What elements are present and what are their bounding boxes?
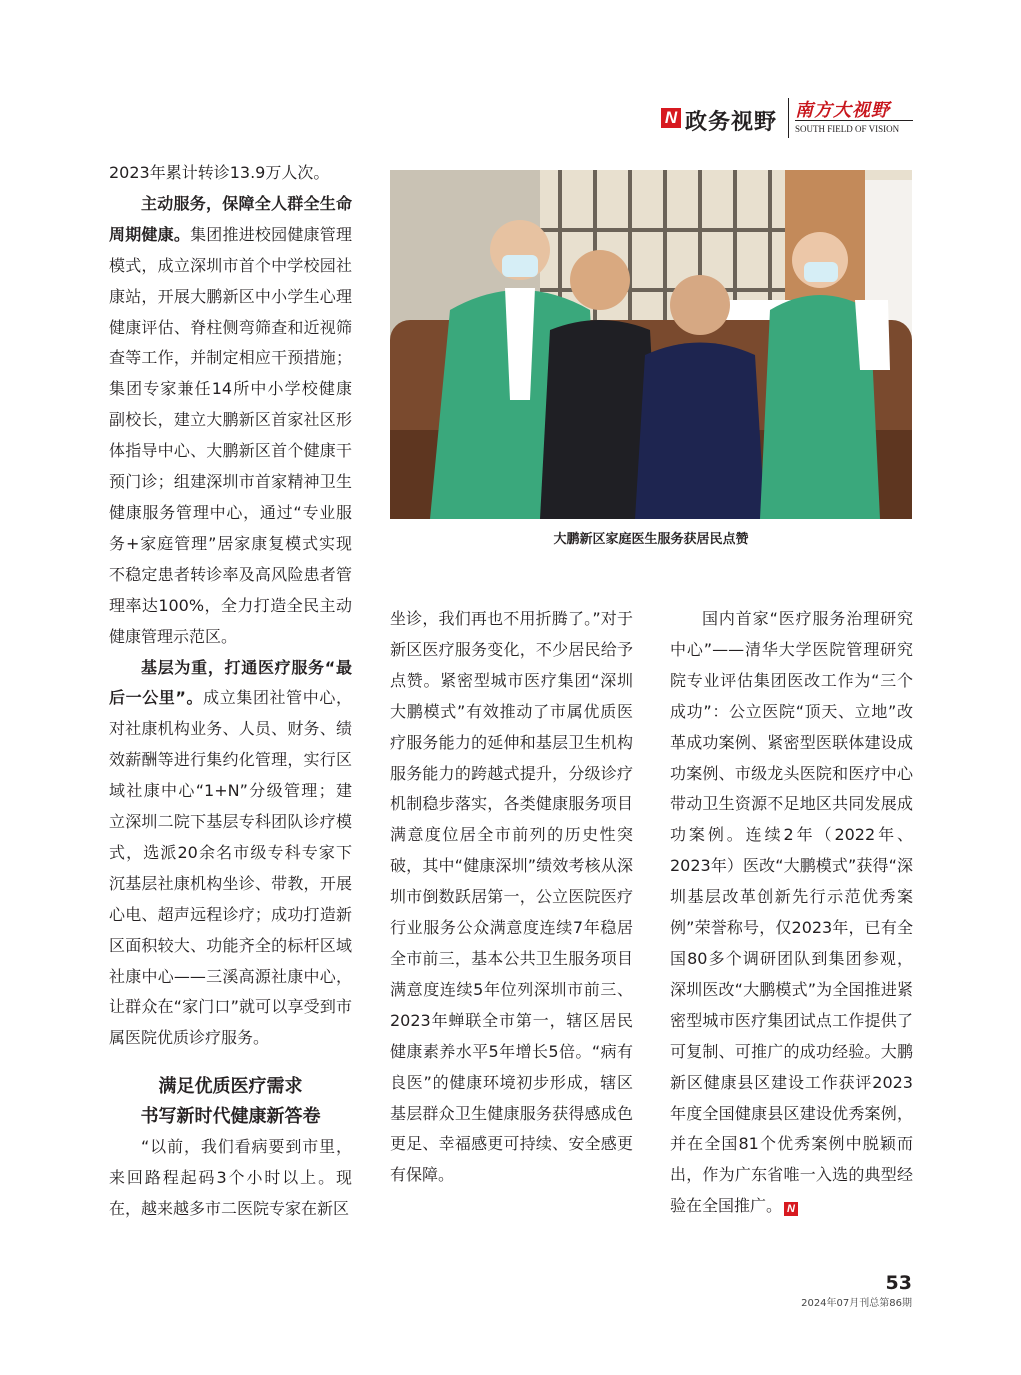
end-mark-icon: N [784,1202,798,1216]
photo-caption: 大鹏新区家庭医生服务获居民点赞 [553,532,749,547]
page-header [661,96,913,142]
n-logo-icon: N [661,108,681,128]
paragraph [109,189,352,653]
header-divider [788,98,789,138]
masthead-subtitle: SOUTH FIELD OF VISION [795,120,913,134]
article-column-1 [109,158,352,1225]
page-number: 53 [885,1272,912,1294]
article-column-2 [390,604,633,1191]
paragraph-lead: 主动服务，保障全人群全生命周期健康。 [109,193,352,244]
section-name: 政务视野 [685,110,778,135]
paragraph-text: 成立集团社管中心，对社康机构业务、人员、财务、绩效薪酬等进行集约化管理，实行区域社康中心“1+N”分级管理；建立深圳二院下基层专科团队诊疗模式，选派20余名市级专科专家下沉基层社康机构坐诊、带教，开展心电、超声远程诊疗；成功打造新区面积较大、功能齐全的标杆区域社康中心——三溪高源社康中心，让群众在“家门口”就可以享受到市属医院优质诊疗服务。 [109,688,352,1048]
paragraph: “以前，我们看病要到市里，来回路程起码3个小时以上。现在，越来越多市二医院专家在新区 [109,1137,352,1219]
paragraph [670,604,913,1222]
paragraph-text: 集团推进校园健康管理模式，成立深圳市首个中学校园社康站，开展大鹏新区中小学生心理健康评估、脊柱侧弯筛查和近视筛查等工作，并制定相应干预措施；集团专家兼任14所中小学校健康副校长，建立大鹏新区首家社区形体指导中心、大鹏新区首个健康干预门诊；组建深圳市首家精神卫生健康服务管理中心，通过“专业服务+家庭管理”居家康复模式实现不稳定患者转诊率及高风险患者管理率达100%，全力打造全民主动健康管理示范区。 [109,224,352,646]
family-doctor-photo [390,170,912,519]
paragraph-text: 国内首家“医疗服务治理研究中心”——清华大学医院管理研究院专业评估集团医改工作为“三个成功”：公立医院“顶天、立地”改革成功案例、紧密型医联体建设成功案例、市级龙头医院和医疗中心带动卫生资源不足地区共同发展成功案例。连续2年（2022年、2023年）医改“大鹏模式”获得“深圳基层改革创新先行示范优秀案例”荣誉称号，仅2023年，已有全国80多个调研团队到集团参观，深圳医改“大鹏模式”为全国推进紧密型城市医疗集团试点工作提供了可复制、可推广的成功经验。大鹏新区健康县区建设工作获评2023年度全国健康县区建设优秀案例，并在全国81个优秀案例中脱颖而出，作为广东省唯一入选的典型经验在全国推广。 [670,609,913,1216]
paragraph: 2023年累计转诊13.9万人次。 [109,163,330,182]
section-subhead-line-1: 满足优质医疗需求 [158,1076,303,1098]
paragraph-lead: 基层为重，打通医疗服务“最后一公里”。 [109,657,352,708]
section-gap [109,1054,352,1072]
section-subhead-line-2: 书写新时代健康新答卷 [140,1106,321,1128]
article-photo [390,170,912,519]
masthead-title: 南方大视野 [795,100,890,121]
paragraph: 坐诊，我们再也不用折腾了。”对于新区医疗服务变化，不少居民给予点赞。紧密型城市医疗集团“深圳大鹏模式”有效推动了市属优质医疗服务能力的延伸和基层卫生机构服务能力的跨越式提升，分级诊疗机制稳步落实，各类健康服务项目满意度位居全市前列的历史性突破，其中“健康深圳”绩效考核从深圳市倒数跃居第一，公立医院医疗行业服务公众满意度连续7年稳居全市前三，基本公共卫生服务项目满意度连续5年位列深圳市前三、2023年蝉联全市第一，辖区居民健康素养水平5年增长5倍。“病有良医”的健康环境初步形成，辖区基层群众卫生健康服务获得感成色更足、幸福感更可持续、安全感更有保障。 [390,609,633,1185]
article-column-3 [670,604,913,1222]
paragraph [109,653,352,1055]
issue-info: 2024年07月刊总第86期 [801,1298,912,1309]
